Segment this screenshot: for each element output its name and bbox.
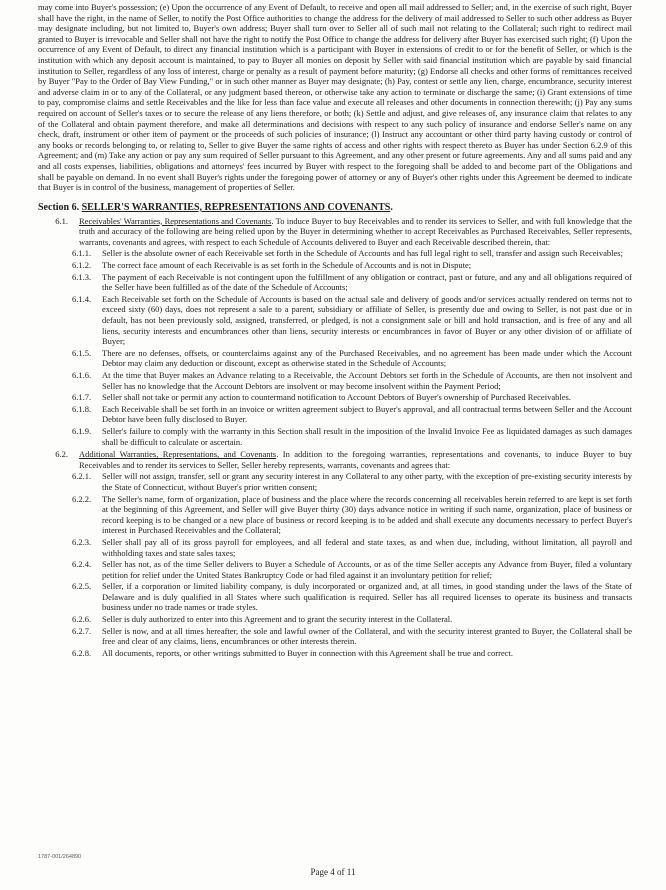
clause-text: Each Receivable set forth on the Schedule of Accounts is based on the actual sale and delivery of goods and/or services actually rendered on terms not to exceed sixty (60) days, does not represent a sale to a parent, subsidiary or affiliate of Seller, is presently due and owing to Seller, is not past due or in default, has not been previously sold, assigned, transferred, or pledged, is not a consignment sale or bill and hold transaction, and is free of any and all liens, security interests and encumbrances other than liens, security interests or encumbrances in favor of Buyer or any other division of or affiliate of Buyer; bbox=[102, 293, 632, 347]
clause-item bbox=[38, 260, 632, 271]
clause-text: Each Receivable shall be set forth in an invoice or written agreement subject to Buyer's approval, and all contractual terms between Seller and the Account Debtor have been fully disclosed to Buyer. bbox=[102, 403, 632, 425]
subsection-6-1-items bbox=[38, 248, 632, 447]
clause-text: Seller is the absolute owner of each Receivable set forth in the Schedule of Accounts and has full legal right to sell, transfer and assign such Receivables; bbox=[102, 248, 623, 259]
clause-item bbox=[38, 248, 632, 259]
clause-item bbox=[38, 272, 632, 293]
clause-number: 6.2.4. bbox=[72, 559, 92, 570]
intro-paragraph: may come into Buyer's possession; (e) Upon the occurrence of any Event of Default, to receive and open all mail addressed to Seller; and, in the exercise of such right, Buyer shall have the right, in the name of Seller, to notify the Post Office authorities to change the address for the delivery of mail addressed to Seller to such other address as Buyer may designate including, but not limited to, Buyer's own address; Buyer shall turn over to Seller all of such mail not relating to the Collateral; such right to redirect mail granted to Buyer is irrevocable and Seller shall not have the right to notify the Post Office to change the address for delivery after Buyer has exercised such right; (f) Upon the occurrence of any Event of Default, to direct any financial institution which is a participant with Buyer in extensions of credit to or for the benefit of Seller, or which is the institution with which any deposit account is maintained, to pay to Buyer all monies on deposit by Seller with said financial institution which are payable by said financial institution to Seller, regardless of any loss of interest, charge or penalty as a result of payment before maturity; (g) Endorse all checks and other forms of remittances received by Buyer "Pay to the Order of Bay View Funding," or in such other manner as Buyer may designate; (h) Pay, contest or settle any lien, charge, encumbrance, security interest and adverse claim in or to any of the Collateral, or any judgment based thereon, or otherwise take any action to terminate or discharge the same; (i) Grant extensions of time to pay, compromise claims and settle Receivables and the like for less than face value and execute all releases and other documents in connection therewith; (j) Pay any sums required on account of Seller's taxes or to secure the release of any liens therefore, or both; (k) Settle and adjust, and give releases of, any insurance claim that relates to any of the Collateral and obtain payment therefore, and make all determinations and decisions with respect to any such policy of insurance and endorse Seller's name on any check, draft, instrument or other item of payment or the proceeds of such policies of insurance; (l) Instruct any accountant or other third party having custody or control of any books or records belonging to, or relating to, Seller to give Buyer the same rights of access and other rights with respect thereto as Buyer has under Section 6.2.9 of this Agreement; and (m) Take any action or pay any sum required of Seller pursuant to this Agreement, and any other present or future agreements. Any and all sums paid and any and all costs expenses, liabilities, obligations and attorneys' fees incurred by Buyer with respect to the foregoing shall be added to and become part of the Obligations and shall be payable on demand. In no event shall Buyer's rights under the foregoing power of attorney or any of Buyer's other rights under this Agreement be deemed to indicate that Buyer is in control of the business, management of properties of Seller. bbox=[38, 2, 632, 193]
clause-text: Seller shall not take or permit any action to countermand notification to Account Debtors of Buyer's ownership of Purchased Receivables. bbox=[102, 392, 571, 403]
clause-text: The payment of each Receivable is not contingent upon the fulfillment of any obligation or contract, past or future, and any and all obligations required of the Seller have been fulfilled as of the date of the Schedule of Accounts; bbox=[102, 271, 632, 293]
section-title-period: . bbox=[390, 201, 393, 213]
clause-item bbox=[38, 294, 632, 347]
clause-text: Seller, if a corporation or limited liability company, is duly incorporated or organized and, at all times, in good standing under the laws of the State of Delaware and is duly qualified in all States where such qualification is required. Seller has all required licenses to operate its business and transacts business under no trade names or trade styles. bbox=[102, 581, 632, 613]
clause-item bbox=[38, 581, 632, 613]
clause-text: Seller is now, and at all times hereafter, the sole and lawful owner of the Collateral, and with the security interest granted to Buyer, the Collateral shall be free and clear of any claims, liens, encumbrances or other interests therein. bbox=[102, 625, 632, 647]
subsection-text: . To induce Buyer to buy Receivables and to render its services to Seller, and with full knowledge that the truth and accuracy of the following are being relied upon by the Buyer in determining whether to accept Receivables as Purchased Receivables, Seller represents, warrants, covenants and agrees, with respect to each Schedule of Accounts delivered to Buyer and each Receivable described therein, that: bbox=[79, 215, 632, 247]
section-heading bbox=[38, 202, 632, 214]
clause-text: Seller is duly authorized to enter into this Agreement and to grant the security interest in the Collateral. bbox=[102, 614, 453, 625]
clause-number: 6.2.2. bbox=[72, 493, 92, 504]
clause-item bbox=[38, 404, 632, 425]
clause-text: There are no defenses, offsets, or counterclaims against any of the Purchased Receivables, and no agreement has been made under which the Account Debtor may claim any deduction or discount, except as otherwise stated in the Schedule of Accounts; bbox=[102, 347, 632, 369]
clause-item bbox=[38, 348, 632, 369]
clause-item bbox=[38, 426, 632, 447]
clause-number: 6.2.3. bbox=[72, 536, 92, 547]
clause-text: Seller has not, as of the time Seller delivers to Buyer a Schedule of Accounts, or as of the time Seller accepts any Advance from Buyer, filed a voluntary petition for relief under the United States Bankruptcy Code or had filed against it an involuntary petition for relief; bbox=[102, 559, 632, 580]
page-number: Page 4 of 11 bbox=[310, 867, 356, 877]
clause-number: 6.2.1. bbox=[72, 471, 92, 482]
clause-text: The correct face amount of each Receivable is as set forth in the Schedule of Accounts and is not in Dispute; bbox=[102, 260, 472, 271]
clause-number: 6.1.1. bbox=[72, 248, 92, 259]
clause-item bbox=[38, 626, 632, 647]
section-title: SELLER'S WARRANTIES, REPRESENTATIONS AND COVENANTS bbox=[81, 201, 391, 213]
clause-number: 6.1.3. bbox=[72, 271, 92, 282]
subsection-text: . In addition to the foregoing warranties, representations and covenants, to induce Buyer to buy Receivables and to render its services to Seller, Seller hereby represents, warrants, covenants and agrees that: bbox=[79, 449, 632, 470]
subsection-heading: Additional Warranties, Representations, and Covenants bbox=[79, 449, 277, 460]
clause-number: 6.1.7. bbox=[72, 392, 92, 403]
clause-text: All documents, reports, or other writings submitted to Buyer in connection with this Agreement shall be true and correct. bbox=[102, 647, 513, 658]
subsection-6-2-items bbox=[38, 471, 632, 658]
subsection-6-2 bbox=[38, 449, 632, 470]
clause-text: Seller's failure to comply with the warranty in this Section shall result in the imposition of the Invalid Invoice Fee as liquidated damages as such damages shall be difficult to calculate or ascertain. bbox=[102, 425, 632, 447]
document-id: 1787-001/264890 bbox=[38, 854, 82, 860]
clause-text: The Seller's name, form of organization, place of business and the place where the records concerning all receivables herein referred to are kept is set forth at the beginning of this Agreement, and Seller will give Buyer thirty (30) days advance notice in writing if such name, organization, place of business or record keeping is to be changed or a new place of business or record keeping is to be added and shall execute any documents necessary to perfect Buyer's interest in Purchased Receivables and the Collateral; bbox=[102, 493, 632, 536]
clause-number: 6.2.7. bbox=[72, 625, 92, 636]
clause-number: 6.1.5. bbox=[72, 347, 92, 358]
clause-item bbox=[38, 614, 632, 625]
subsection-number: 6.2. bbox=[55, 449, 68, 460]
clause-item bbox=[38, 370, 632, 391]
section-number: Section 6. bbox=[38, 201, 80, 213]
clause-text: Seller shall pay all of its gross payroll for employees, and all federal and state taxes, as and when due, including, without limitation, all payroll and withholding taxes and state sales taxes; bbox=[102, 536, 632, 558]
clause-number: 6.1.8. bbox=[72, 403, 92, 414]
clause-text: At the time that Buyer makes an Advance relating to a Receivable, the Account Debtors set forth in the Schedule of Accounts, are then not insolvent and Seller has no knowledge that the Account Debtors are insolvent or may become insolvent within the Payment Period; bbox=[102, 370, 632, 391]
subsection-heading: Receivables' Warranties, Representations and Covenants bbox=[79, 215, 272, 226]
clause-number: 6.1.9. bbox=[72, 425, 92, 436]
clause-item bbox=[38, 392, 632, 403]
clause-number: 6.2.5. bbox=[72, 581, 92, 592]
clause-number: 6.2.6. bbox=[72, 614, 92, 625]
clause-item bbox=[38, 537, 632, 558]
document-body bbox=[38, 2, 632, 658]
clause-number: 6.1.2. bbox=[72, 260, 92, 271]
subsection-6-1 bbox=[38, 216, 632, 248]
clause-text: Seller will not assign, transfer, sell or grant any security interest in any Collateral to any other party, with the exception of pre-existing security interests by the State of Connecticut, without Buyer's prior written consent; bbox=[102, 471, 632, 492]
clause-item bbox=[38, 648, 632, 659]
clause-number: 6.1.4. bbox=[72, 293, 92, 304]
clause-number: 6.1.6. bbox=[72, 370, 92, 380]
clause-item bbox=[38, 559, 632, 580]
clause-number: 6.2.8. bbox=[72, 647, 92, 658]
clause-item bbox=[38, 494, 632, 536]
clause-item bbox=[38, 471, 632, 492]
subsection-number: 6.1. bbox=[55, 215, 68, 226]
